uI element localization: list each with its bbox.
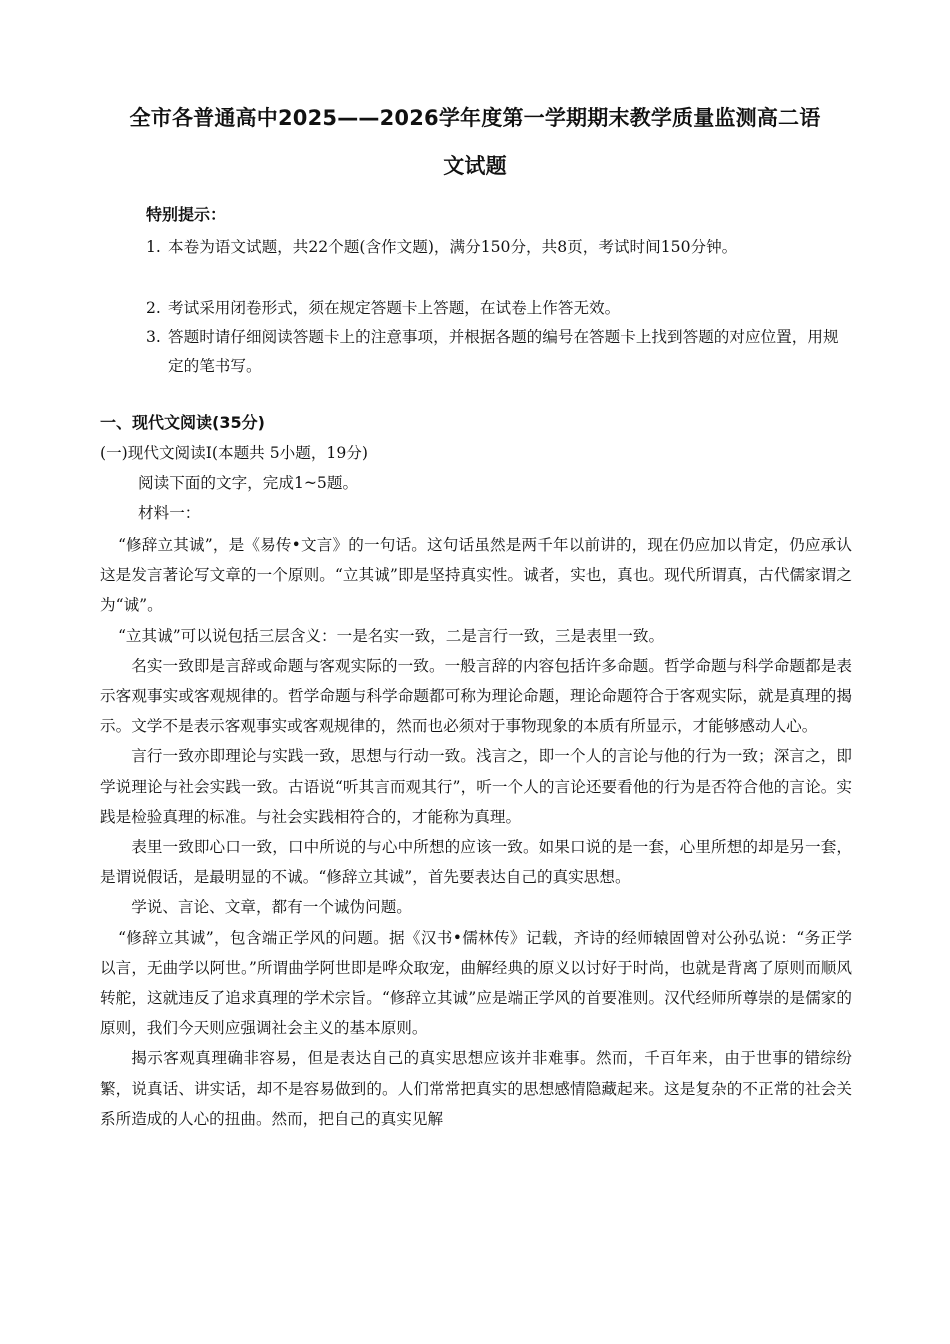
notice-item-2 <box>146 294 854 323</box>
notice-item-number: 3. <box>146 328 161 346</box>
exam-title-line-1: 全市各普通高中2025——2026学年度第一学期期末教学质量监测高二语 <box>129 106 821 130</box>
reading-passage <box>100 530 852 1134</box>
reading-instruction: 阅读下面的文字，完成1~5题。 <box>138 474 359 492</box>
notice-item-text: 考试采用闭卷形式，须在规定答题卡上答题，在试卷上作答无效。 <box>168 299 621 317</box>
passage-paragraph: 学说、言论、文章，都有一个诚伪问题。 <box>131 898 412 917</box>
notice-item-text: 本卷为语文试题，共22个题(含作文题)，满分150分，共8页，考试时间150分钟。 <box>168 238 738 256</box>
material-label: 材料一： <box>138 504 201 522</box>
exam-title-line-2: 文试题 <box>443 154 507 178</box>
notice-heading: 特别提示： <box>146 205 227 224</box>
notice-item-3 <box>146 323 854 381</box>
notice-item-text: 答题时请仔细阅读答题卡上的注意事项，并根据各题的编号在答题卡上找到答题的对应位置，用规定的笔书写。 <box>168 328 839 375</box>
notice-item-number: 1. <box>146 238 161 256</box>
passage-paragraph: 名实一致即是言辞或命题与客观实际的一致。一般言辞的内容包括许多命题。哲学命题与科学命题都是表示客观事实或客观规律的。哲学命题与科学命题都可称为理论命题，理论命题符合于客观实际，就是真理的揭示。文学不是表示客观事实或客观规律的，然而也必须对于事物现象的本质有所显示，才能够感动人心。 <box>100 656 852 736</box>
passage-paragraph: “立其诚”可以说包括三层含义：一是名实一致，二是言行一致，三是表里一致。 <box>117 626 665 645</box>
passage-paragraph: “修辞立其诚”，是《易传•文言》的一句话。这句话虽然是两千年以前讲的，现在仍应加以肯定，仍应承认这是发言著论写文章的一个原则。“立其诚”即是坚持真实性。诚者，实也，真也。现代所谓真，古代儒家谓之为“诚”。 <box>100 536 852 615</box>
notice-item-number: 2. <box>146 299 161 317</box>
notice-item-1 <box>146 233 854 262</box>
section-subtitle: (一)现代文阅读Ⅰ(本题共 5小题，19分) <box>100 444 368 462</box>
passage-paragraph: 揭示客观真理确非容易，但是表达自己的真实思想应该并非难事。然而，千百年来，由于世事的错综纷繁，说真话、讲实话，却不是容易做到的。人们常常把真实的思想感情隐藏起来。这是复杂的不正常的社会关系所造成的人心的扭曲。然而，把自己的真实见解 <box>100 1049 852 1128</box>
section-title: 一、现代文阅读(35分) <box>100 413 265 432</box>
passage-paragraph: “修辞立其诚”，包含端正学风的问题。据《汉书•儒林传》记载，齐诗的经师辕固曾对公孙弘说：“务正学以言，无曲学以阿世。”所谓曲学阿世即是哗众取宠，曲解经典的原义以讨好于时尚，也就是背离了原则而顺风转舵，这就违反了追求真理的学术宗旨。“修辞立其诚”应是端正学风的首要准则。汉代经师所尊崇的是儒家的原则，我们今天则应强调社会主义的基本原则。 <box>100 928 852 1038</box>
passage-paragraph: 表里一致即心口一致，口中所说的与心中所想的应该一致。如果口说的是一套，心里所想的却是另一套，是谓说假话，是最明显的不诚。“修辞立其诚”，首先要表达自己的真实思想。 <box>100 838 852 887</box>
passage-paragraph: 言行一致亦即理论与实践一致，思想与行动一致。浅言之，即一个人的言论与他的行为一致；深言之，即学说理论与社会实践一致。古语说“听其言而观其行”，听一个人的言论还要看他的行为是否符合他的言论。实践是检验真理的标准。与社会实践相符合的，才能称为真理。 <box>100 747 852 826</box>
